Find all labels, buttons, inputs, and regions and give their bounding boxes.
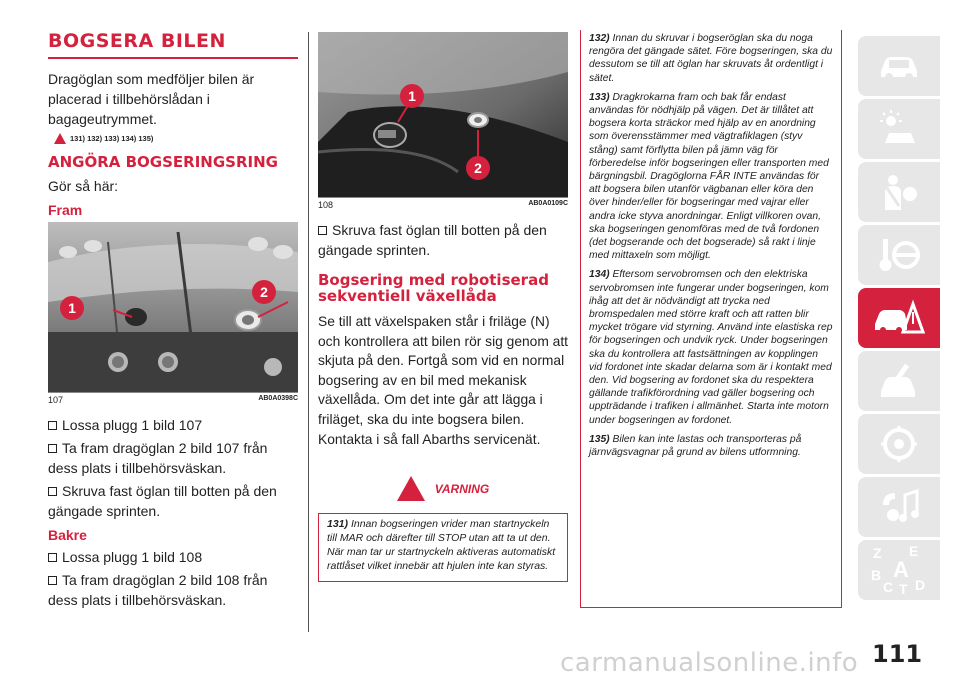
key-steering-wheel-icon: [877, 235, 921, 275]
figure-code: AB0A0398C: [258, 395, 298, 402]
warning-label: VARNING: [434, 481, 490, 496]
note-number: 133): [589, 91, 610, 103]
note-text: Eftersom servobromsen och den elektriska servobromsen inte fungerar under bogseringen, kom ihåg att det är nödvändigt att trycka ned bromspedalen med större kraft och att ratten blir mycket trögare vid styrning. Använd inte elastiska rep för bogseringen och undvik ryck. Under bogseringen ska du kontrollera att fastsättningen av kopplingen vid fordonet inte skadar delarna som är i kontakt med den. Vid bogsering av fordonet ska du respektera gällande trafikförordning vad gäller bogsering och uppträdande i trafiken i allmänhet. Starta inte motorn under bogseringen av fordonet.: [589, 269, 833, 426]
warning-references: [54, 133, 298, 144]
alphabetical-index-icon: [869, 543, 929, 597]
left-column: [48, 30, 298, 610]
warning-box: [318, 481, 568, 582]
checkbox-icon: [48, 487, 57, 496]
front-step-3-text: Skruva fast öglan till botten på den gängade sprinten.: [48, 483, 277, 519]
tech-data-icon: [877, 424, 921, 464]
warning-note-131: [327, 517, 559, 573]
tab-car-info[interactable]: [858, 36, 940, 96]
checkbox-icon: [48, 421, 57, 430]
warning-note-134: [589, 268, 833, 426]
index-letter: A: [893, 557, 909, 582]
seatbelt-airbag-icon: [877, 172, 921, 212]
watermark: carmanualsonline.info: [560, 648, 859, 678]
index-letter: E: [909, 543, 919, 559]
warning-triangle-icon: [397, 476, 425, 501]
tab-index[interactable]: [858, 540, 940, 600]
rear-step-1: [48, 547, 298, 567]
warning-note-135: [589, 433, 833, 459]
front-step-2-text: Ta fram dragöglan 2 bild 107 från dess plats i tillbehörsväskan.: [48, 440, 268, 476]
tab-maintenance[interactable]: [858, 351, 940, 411]
front-step-1-text: Lossa plugg 1 bild 107: [62, 417, 203, 433]
warning-triangle-icon: [54, 133, 66, 144]
maintenance-icon: [877, 361, 921, 401]
warning-references-text: 131) 132) 133) 134) 135): [70, 134, 154, 143]
callout-2: 2: [252, 280, 276, 304]
figure-number: 107: [48, 395, 64, 405]
note-number: 132): [589, 33, 610, 44]
checkbox-icon: [48, 576, 57, 585]
rear-step-1-text: Lossa plugg 1 bild 108: [62, 549, 203, 565]
index-letter: T: [899, 581, 908, 597]
callout-1: 1: [60, 296, 84, 320]
index-letter: Z: [873, 545, 882, 561]
figure-107: [48, 222, 298, 392]
front-bumper-illustration: [48, 222, 298, 392]
warning-note-133: [589, 91, 833, 263]
lead-text: Gör så här:: [48, 178, 119, 194]
robotized-gearbox-text: Se till att växelspaken står i friläge (N) och kontrollera att bilen rör sig genom att skjuta på den. Fortgå som vid en normal bogsering av en bil med mekanisk växellåda. Om det inte går att lägga i friläget, ska du inte bogsera bilen. Kontakta i så fall Abarths servicenät.: [318, 314, 569, 447]
page-number: 111: [872, 640, 923, 668]
section-title-attach-ring: ANGÖRA BOGSERINGSRING: [48, 153, 278, 171]
note-text: Innan du skruvar i bogseröglan ska du noga rengöra det gängade sätet. Före bogseringen, ska du dessutom se till att öglan har skruvats åt ordentligt i sätet.: [589, 33, 833, 84]
breakdown-warning-icon: [873, 298, 925, 338]
rear-heading: Bakre: [48, 527, 87, 543]
tab-emergency[interactable]: [858, 288, 940, 348]
figure-107-caption: [48, 392, 298, 405]
callout-1: 1: [400, 84, 424, 108]
figure-code: AB0A0109C: [528, 200, 568, 207]
note-text: Innan bogseringen vrider man startnyckeln till MAR och därefter till STOP utan att ta ut den. När man tar ur startnyckeln aktiveras automatiskt rattlåset vilket innebär att hjulen inte kan styras.: [327, 518, 556, 573]
tab-safety[interactable]: [858, 162, 940, 222]
warning-notes-box: [580, 30, 842, 608]
note-text: Bilen kan inte lastas och transporteras på järnvägsvagnar på grund av bilens utformning.: [589, 433, 802, 459]
rear-bumper-illustration: [318, 32, 568, 197]
tab-multimedia[interactable]: [858, 477, 940, 537]
column-divider: [308, 32, 309, 632]
warning-note-132: [589, 32, 833, 85]
front-step-3: [48, 481, 298, 521]
rear-step-3-text: Skruva fast öglan till botten på den gängade sprinten.: [318, 222, 547, 258]
warning-header: [343, 476, 543, 501]
chapter-sidebar: [858, 36, 940, 603]
note-text: Dragkrokarna fram och bak får endast användas för nödhjälp på vägen. Det är tillåtet att bogsera korta sträckor med hjälp av en anordning som överensstämmer med vägtrafiklagen (styv stång) samt förflytta bilen på jämn väg för förberedelse inför bogseringen eller transporten med bärgningsbil. Dragöglorna FÅR INTE användas för att bogsera bilen utanför vägbanan eller köra den över hinder/eller för bogseringar med vajrar eller andra icke styva anordningar. Enligt villkoren ovan, ska bogseringen genomföras med de två fordonen (det bogserande och det bogserade) så rakt i linje med mittaxeln som möjligt.: [589, 91, 829, 262]
tab-dashboard-lights[interactable]: [858, 99, 940, 159]
checkbox-icon: [318, 226, 327, 235]
dashboard-lights-icon: [877, 109, 921, 149]
car-info-icon: [877, 49, 921, 83]
checkbox-icon: [48, 553, 57, 562]
title-rule: [48, 57, 298, 59]
rear-step-2: [48, 570, 298, 610]
section-title-robotized-gearbox: Bogsering med robotiserad sekventiell växellåda: [318, 271, 549, 305]
figure-108: [318, 32, 568, 197]
middle-column: [318, 30, 573, 582]
tab-starting-driving[interactable]: [858, 225, 940, 285]
index-letter: C: [883, 579, 894, 595]
checkbox-icon: [48, 444, 57, 453]
front-step-1: [48, 415, 298, 435]
figure-number: 108: [318, 200, 334, 210]
rear-step-2-text: Ta fram dragöglan 2 bild 108 från dess plats i tillbehörsväskan.: [48, 572, 268, 608]
index-letter: B: [871, 567, 882, 583]
page-title: BOGSERA BILEN: [48, 30, 226, 52]
tab-technical-data[interactable]: [858, 414, 940, 474]
figure-108-caption: [318, 197, 568, 210]
note-number: 135): [589, 433, 610, 445]
rear-step-3: [318, 220, 573, 260]
note-number: 131): [327, 518, 349, 531]
callout-2: 2: [466, 156, 490, 180]
intro-text: Dragöglan som medföljer bilen är placerad i tillbehörslådan i bagageutrymmet.: [48, 71, 255, 127]
index-letter: D: [915, 577, 926, 593]
right-column: [580, 30, 842, 608]
multimedia-icon: [877, 487, 921, 527]
front-heading: Fram: [48, 202, 83, 218]
note-number: 134): [589, 269, 610, 281]
front-step-2: [48, 438, 298, 478]
